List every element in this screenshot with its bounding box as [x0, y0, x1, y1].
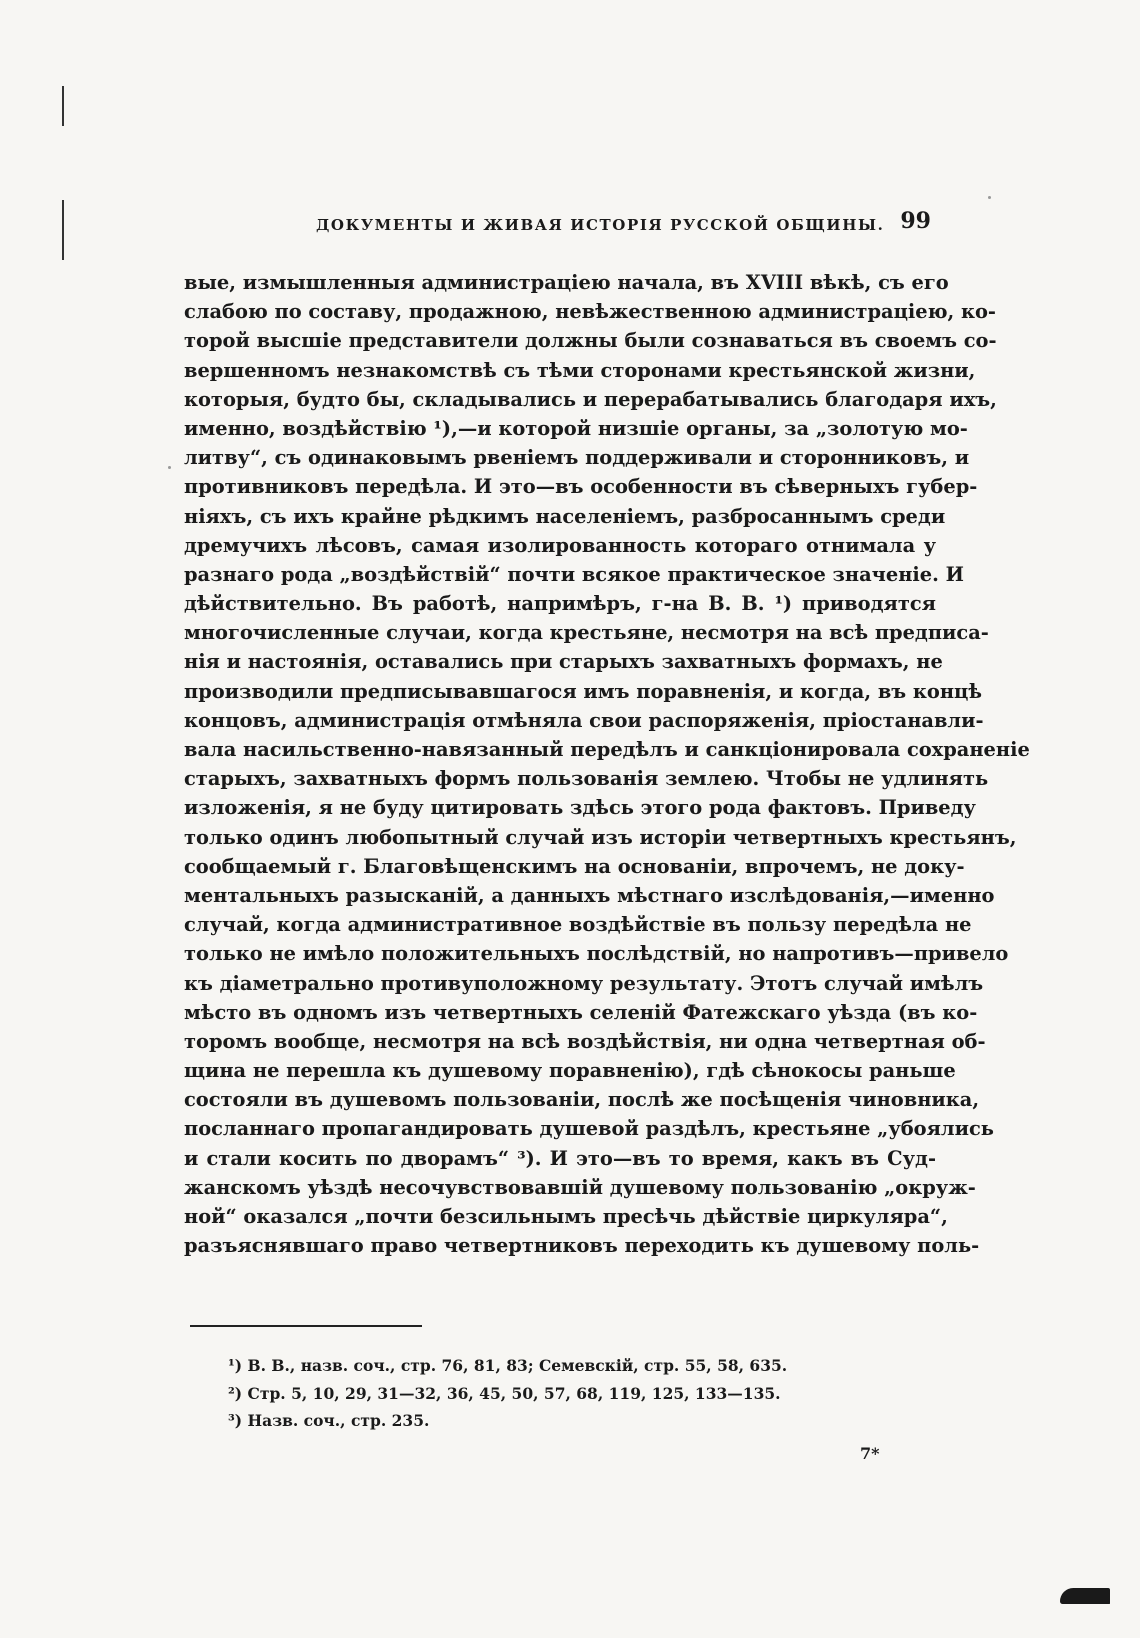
text-line: только одинъ любопытный случай изъ исторіи четвертныхъ крестьянъ, — [184, 825, 1017, 849]
text-line: вершенномъ незнакомствѣ съ тѣми сторонами крестьянской жизни, — [184, 358, 976, 382]
text-line: многочисленные случаи, когда крестьяне, несмотря на всѣ предписа- — [184, 621, 989, 645]
text-line: ной“ оказался „почти безсильнымъ пресѣчь дѣйствіе циркуляра“, — [184, 1205, 948, 1228]
text-line: слабою по составу, продажною, невѣжественною администраціею, ко- — [184, 300, 996, 324]
text-line: которыя, будто бы, складывались и перерабатывались благодаря ихъ, — [184, 387, 997, 411]
binding-edge-mark — [62, 86, 64, 126]
text-line: ментальныхъ разысканій, а данныхъ мѣстнаго изслѣдованія,—именно — [184, 883, 995, 907]
text-line: посланнаго пропагандировать душевой раздѣлъ, крестьяне „убоялись — [184, 1117, 994, 1141]
page-header — [316, 208, 931, 238]
footnote: ²) Стр. 5, 10, 29, 31—32, 36, 45, 50, 57, 68, 119, 125, 133—135. — [228, 1383, 781, 1403]
text-line: разъяснявшаго право четвертниковъ переходить къ душевому поль- — [184, 1234, 980, 1258]
text-line: вые, измышленныя администраціею начала, въ XVIII вѣкѣ, съ его — [184, 271, 949, 294]
text-line: торомъ вообще, несмотря на всѣ воздѣйствія, ни одна четвертная об- — [184, 1029, 986, 1053]
binding-edge-mark — [62, 200, 64, 260]
footnote: ¹) В. В., назв. соч., стр. 76, 81, 83; Семевскій, стр. 55, 58, 635. — [228, 1356, 788, 1375]
footnotes — [228, 1352, 928, 1435]
text-line: именно, воздѣйствію ¹),—и которой низшіе органы, за „золотую мо- — [184, 416, 968, 440]
text-line: концовъ, администрація отмѣняла свои распоряженія, пріостанавли- — [184, 708, 984, 732]
scan-speck — [988, 196, 991, 199]
text-line: нія и настоянія, оставались при старыхъ захватныхъ формахъ, не — [184, 650, 943, 674]
text-line: дѣйствительно. Въ работѣ, напримѣръ, г-на В. В. ¹) приводятся — [184, 592, 936, 616]
main-text — [184, 268, 1030, 1260]
text-line: изложенія, я не буду цитировать здѣсь этого рода фактовъ. Приведу — [184, 796, 976, 820]
text-line: случай, когда административное воздѣйствіе въ пользу передѣла не — [184, 913, 972, 937]
text-line: сообщаемый г. Благовѣщенскимъ на основаніи, впрочемъ, не доку- — [184, 854, 965, 878]
text-line: и стали косить по дворамъ“ ³). И это—въ то время, какъ въ Суд- — [184, 1146, 936, 1170]
text-line: ніяхъ, съ ихъ крайне рѣдкимъ населеніемъ, разбросаннымъ среди — [184, 504, 946, 528]
footnote: ³) Назв. соч., стр. 235. — [228, 1411, 430, 1430]
text-line: жанскомъ уѣздѣ несочувствовавшій душевому пользованію „окруж- — [184, 1175, 976, 1199]
text-line: щина не перешла къ душевому поравненію), гдѣ сѣнокосы раньше — [184, 1059, 956, 1083]
text-line: противниковъ передѣла. И это—въ особенности въ сѣверныхъ губер- — [184, 475, 978, 499]
text-line: торой высшіе представители должны были сознаваться въ своемъ со- — [184, 329, 997, 353]
text-line: только не имѣло положительныхъ послѣдствій, но напротивъ—привело — [184, 942, 1009, 966]
text-line: мѣсто въ одномъ изъ четвертныхъ селеній Фатежскаго уѣзда (въ ко- — [184, 1000, 978, 1024]
signature-mark: 7* — [860, 1444, 880, 1463]
page-number: 99 — [900, 208, 931, 234]
text-line: производили предписывавшагося имъ поравненія, и когда, въ концѣ — [184, 679, 983, 703]
text-line: къ діаметрально противуположному результату. Этотъ случай имѣлъ — [184, 971, 984, 995]
text-line: литву“, съ одинаковымъ рвеніемъ поддерживали и сторонниковъ, и — [184, 446, 970, 470]
text-line: состояли въ душевомъ пользованіи, послѣ же посѣщенія чиновника, — [184, 1088, 980, 1112]
footnote-separator — [190, 1325, 422, 1327]
text-line: дремучихъ лѣсовъ, самая изолированность котораго отнимала у — [184, 533, 936, 557]
running-title: ДОКУМЕНТЫ И ЖИВАЯ ИСТОРІЯ РУССКОЙ ОБЩИНЫ. — [316, 216, 885, 234]
text-line: вала насильственно-навязанный передѣлъ и санкціонировала сохраненіе — [184, 738, 1030, 761]
text-line: старыхъ, захватныхъ формъ пользованія землею. Чтобы не удлинять — [184, 767, 989, 791]
ink-blot — [1060, 1588, 1110, 1604]
scan-speck — [168, 466, 171, 469]
text-line: разнаго рода „воздѣйствій“ почти всякое практическое значеніе. И — [184, 562, 964, 586]
